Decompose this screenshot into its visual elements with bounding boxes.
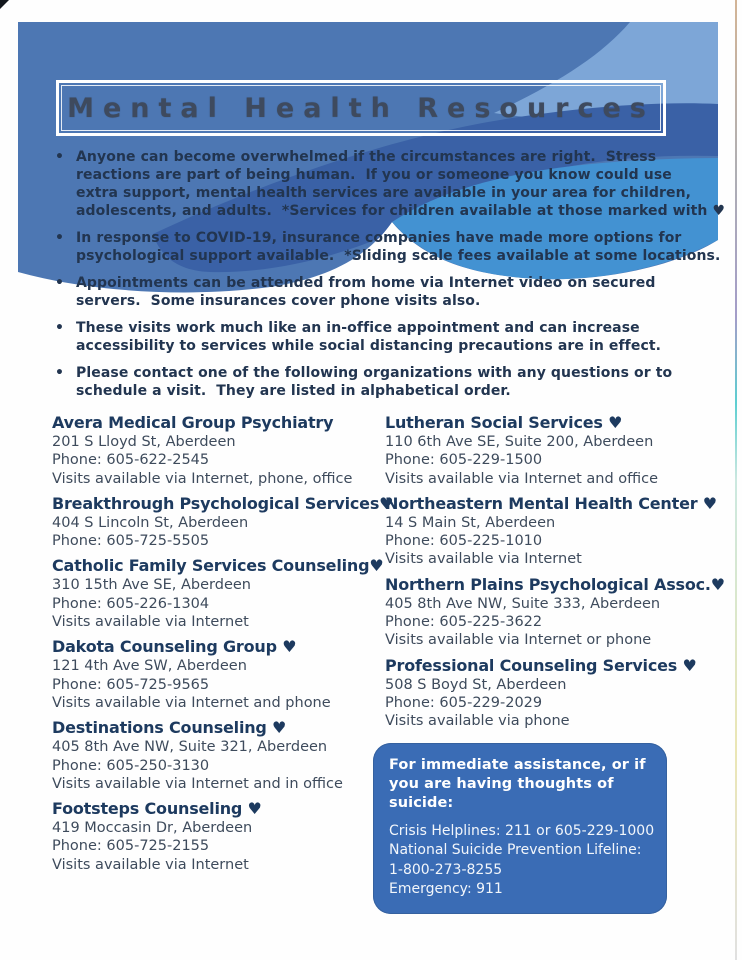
provider-name: Footsteps Counseling ♥ <box>52 799 262 819</box>
bullet-line: Anyone can become overwhelmed if the circumstances are right. Stress <box>76 149 657 165</box>
provider-entry-footsteps <box>52 799 385 874</box>
bullet-line: These visits work much like an in-office appointment and can increase <box>76 320 640 336</box>
bullet-marker: • <box>55 320 64 336</box>
provider-name: Dakota Counseling Group ♥ <box>52 637 297 657</box>
bullet-line: schedule a visit. They are listed in alphabetical order. <box>76 383 511 399</box>
provider-phone: Phone: 605-725-2155 <box>52 838 210 855</box>
bullet-marker: • <box>55 275 64 291</box>
bullet-line: servers. Some insurances cover phone visits also. <box>76 293 481 309</box>
provider-name: Lutheran Social Services ♥ <box>385 413 623 432</box>
provider-phone: Phone: 605-226-1304 <box>52 595 210 612</box>
page-title: Mental Health Resources <box>67 92 655 124</box>
provider-visits: Visits available via Internet or phone <box>385 632 652 649</box>
crisis-helplines: Crisis Helplines: 211 or 605-229-1000 <box>389 822 655 839</box>
provider-phone: Phone: 605-250-3130 <box>52 757 210 774</box>
title-box <box>56 80 666 136</box>
bullet-line: Please contact one of the following organizations with any questions or to <box>76 365 673 381</box>
bullet-item <box>55 229 721 265</box>
provider-phone: Phone: 605-229-1500 <box>385 452 543 469</box>
provider-name: Northern Plains Psychological Assoc.♥ <box>385 574 725 594</box>
provider-address: 310 15th Ave SE, Aberdeen <box>52 577 251 594</box>
provider-address: 508 S Boyd St, Aberdeen <box>385 676 567 693</box>
bullet-marker: • <box>55 149 64 165</box>
scan-corner-speck <box>0 0 9 9</box>
bullet-line: reactions are part of being human. If you or someone you know could use <box>76 167 672 183</box>
provider-phone: Phone: 605-225-3622 <box>385 614 543 631</box>
provider-address: 110 6th Ave SE, Suite 200, Aberdeen <box>385 434 654 450</box>
provider-phone: Phone: 605-225-1010 <box>385 533 543 550</box>
providers-column-right <box>385 413 725 914</box>
provider-entry-breakthrough <box>52 493 394 551</box>
provider-name: Northeastern Mental Health Center ♥ <box>385 493 717 513</box>
provider-address: 201 S Lloyd St, Aberdeen <box>52 434 236 450</box>
bullet-item <box>55 319 715 355</box>
crisis-lifeline-label: National Suicide Prevention Lifeline: <box>389 842 642 859</box>
bullet-line: In response to COVID-19, insurance companies have made more options for <box>76 230 682 246</box>
intro-bullet-list <box>55 148 726 409</box>
provider-entry-destinations <box>52 718 385 793</box>
bullet-item <box>55 274 715 310</box>
provider-phone: Phone: 605-229-2029 <box>385 694 543 711</box>
providers-section <box>52 413 725 914</box>
provider-phone: Phone: 605-622-2545 <box>52 452 210 469</box>
provider-name: Avera Medical Group Psychiatry <box>52 413 334 432</box>
crisis-box <box>373 743 667 914</box>
provider-address: 419 Moccasin Dr, Aberdeen <box>52 820 253 837</box>
provider-visits: Visits available via Internet and office <box>385 470 659 487</box>
provider-visits: Visits available via Internet <box>52 614 249 631</box>
provider-name: Breakthrough Psychological Services♥ <box>52 493 394 513</box>
bullet-item <box>55 364 715 400</box>
provider-visits: Visits available via Internet and phone <box>52 694 331 711</box>
provider-entry-northern-plains <box>385 574 725 650</box>
scan-edge-streak <box>735 0 737 960</box>
bullet-line: extra support, mental health services are available in your area for children, <box>76 185 692 201</box>
provider-visits: Visits available via Internet and in office <box>52 775 343 792</box>
provider-visits: Visits available via phone <box>385 713 570 730</box>
provider-entry-northeastern <box>385 494 717 569</box>
crisis-lifeline-number: 1-800-273-8255 <box>389 861 503 878</box>
provider-entry-catholic-family <box>52 556 385 631</box>
bullet-line: accessibility to services while social distancing precautions are in effect. <box>76 338 662 354</box>
provider-entry-lutheran <box>385 413 717 488</box>
provider-address: 404 S Lincoln St, Aberdeen <box>52 514 249 531</box>
provider-visits: Visits available via Internet <box>385 551 582 568</box>
provider-name: Destinations Counseling ♥ <box>52 718 287 738</box>
provider-address: 405 8th Ave NW, Suite 321, Aberdeen <box>52 739 328 756</box>
provider-phone: Phone: 605-725-5505 <box>52 533 210 550</box>
provider-visits: Visits available via Internet, phone, office <box>52 470 353 487</box>
provider-name: Professional Counseling Services ♥ <box>385 655 697 675</box>
provider-entry-professional <box>385 656 717 731</box>
provider-entry-avera <box>52 413 385 488</box>
crisis-heading: For immediate assistance, or if you are having thoughts of suicide: <box>389 756 646 811</box>
crisis-emergency: Emergency: 911 <box>389 881 503 898</box>
bullet-marker: • <box>55 230 64 246</box>
providers-column-left <box>52 413 394 914</box>
bullet-line: adolescents, and adults. *Services for children available at those marked with ♥ <box>76 203 726 219</box>
bullet-item <box>55 148 726 220</box>
provider-name: Catholic Family Services Counseling♥ <box>52 556 384 576</box>
bullet-marker: • <box>55 365 64 381</box>
provider-phone: Phone: 605-725-9565 <box>52 676 210 693</box>
bullet-line: psychological support available. *Sliding scale fees available at some locations. <box>76 248 721 264</box>
provider-visits: Visits available via Internet <box>52 856 249 873</box>
bullet-line: Appointments can be attended from home via Internet video on secured <box>76 275 656 291</box>
provider-address: 121 4th Ave SW, Aberdeen <box>52 658 247 675</box>
provider-address: 14 S Main St, Aberdeen <box>385 514 556 531</box>
provider-address: 405 8th Ave NW, Suite 333, Aberdeen <box>385 595 661 612</box>
provider-entry-dakota <box>52 637 385 712</box>
